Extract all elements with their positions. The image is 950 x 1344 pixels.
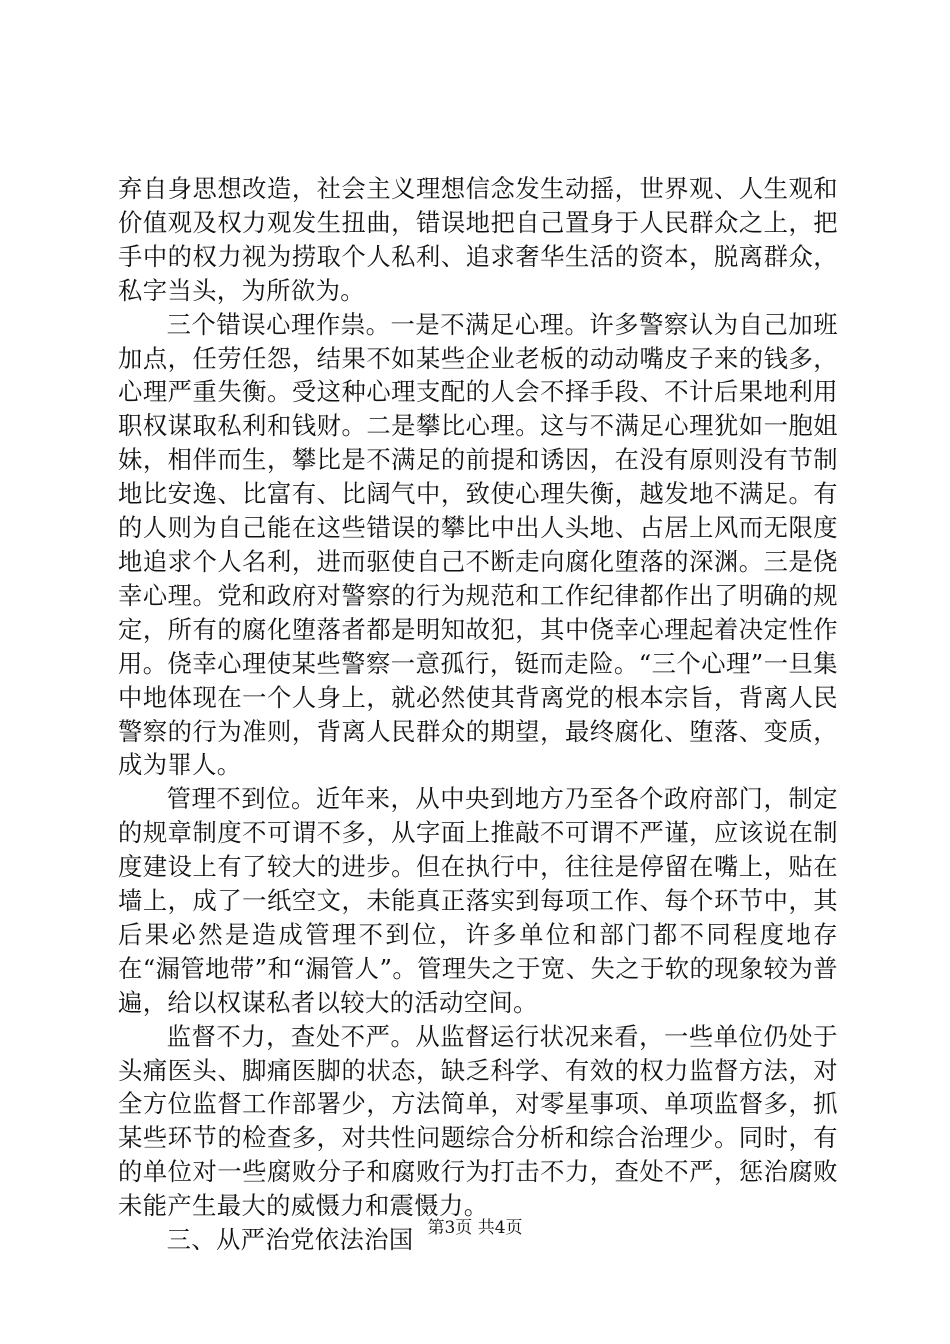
document-body [118, 172, 838, 1257]
page-footer: 第3页 共4页 [427, 1218, 523, 1238]
paragraph-management-not-in-place: 管理不到位。近年来，从中央到地方乃至各个政府部门，制定的规章制度不可谓不多，从字面上推敲不可谓不严谨，应该说在制度建设上有了较大的进步。但在执行中，往往是停留在嘴上，贴在墙上，成了一纸空文，未能真正落实到每项工作、每个环节中，其后果必然是造成管理不到位，许多单位和部门都不同程度地存在“漏管地带”和“漏管人”。管理失之于宽、失之于软的现象较为普遍，给以权谋私者以较大的活动空间。 [118, 784, 838, 1017]
section-heading: 三、从严治党依法治国 [166, 1225, 414, 1255]
paragraph-three-wrong-mentalities: 三个错误心理作祟。一是不满足心理。许多警察认为自己加班加点，任劳任怨，结果不如某些企业老板的动动嘴皮子来的钱多，心理严重失衡。受这种心理支配的人会不择手段、不计后果地利用职权谋取私利和钱财。二是攀比心理。这与不满足心理犹如一胞姐妹，相伴而生，攀比是不满足的前提和诱因，在没有原则没有节制地比安逸、比富有、比阔气中，致使心理失衡，越发地不满足。有的人则为自己能在这些错误的攀比中出人头地、占居上风而无限度地追求个人名利，进而驱使自己不断走向腐化堕落的深渊。三是侥幸心理。党和政府对警察的行为规范和工作纪律都作出了明确的规定，所有的腐化堕落者都是明知故犯，其中侥幸心理起着决定性作用。侥幸心理使某些警察一意孤行，铤而走险。“三个心理”一旦集中地体现在一个人身上，就必然使其背离党的根本宗旨，背离人民警察的行为准则，背离人民群众的期望，最终腐化、堕落、变质，成为罪人。 [118, 309, 838, 780]
paragraph-continuation: 弃自身思想改造，社会主义理想信念发生动摇，世界观、人生观和价值观及权力观发生扭曲，错误地把自己置身于人民群众之上，把手中的权力视为捞取个人私利、追求奢华生活的资本，脱离群众，私字当头，为所欲为。 [118, 174, 838, 305]
paragraph-weak-supervision: 监督不力，查处不严。从监督运行状况来看，一些单位仍处于头痛医头、脚痛医脚的状态，缺乏科学、有效的权力监督方法，对全方位监督工作部署少，方法简单，对零星事项、单项监督多，抓某些环节的检查多，对共性问题综合分析和综合治理少。同时，有的单位对一些腐败分子和腐败行为打击不力，查处不严，惩治腐败未能产生最大的威慑力和震慑力。 [118, 1021, 838, 1221]
